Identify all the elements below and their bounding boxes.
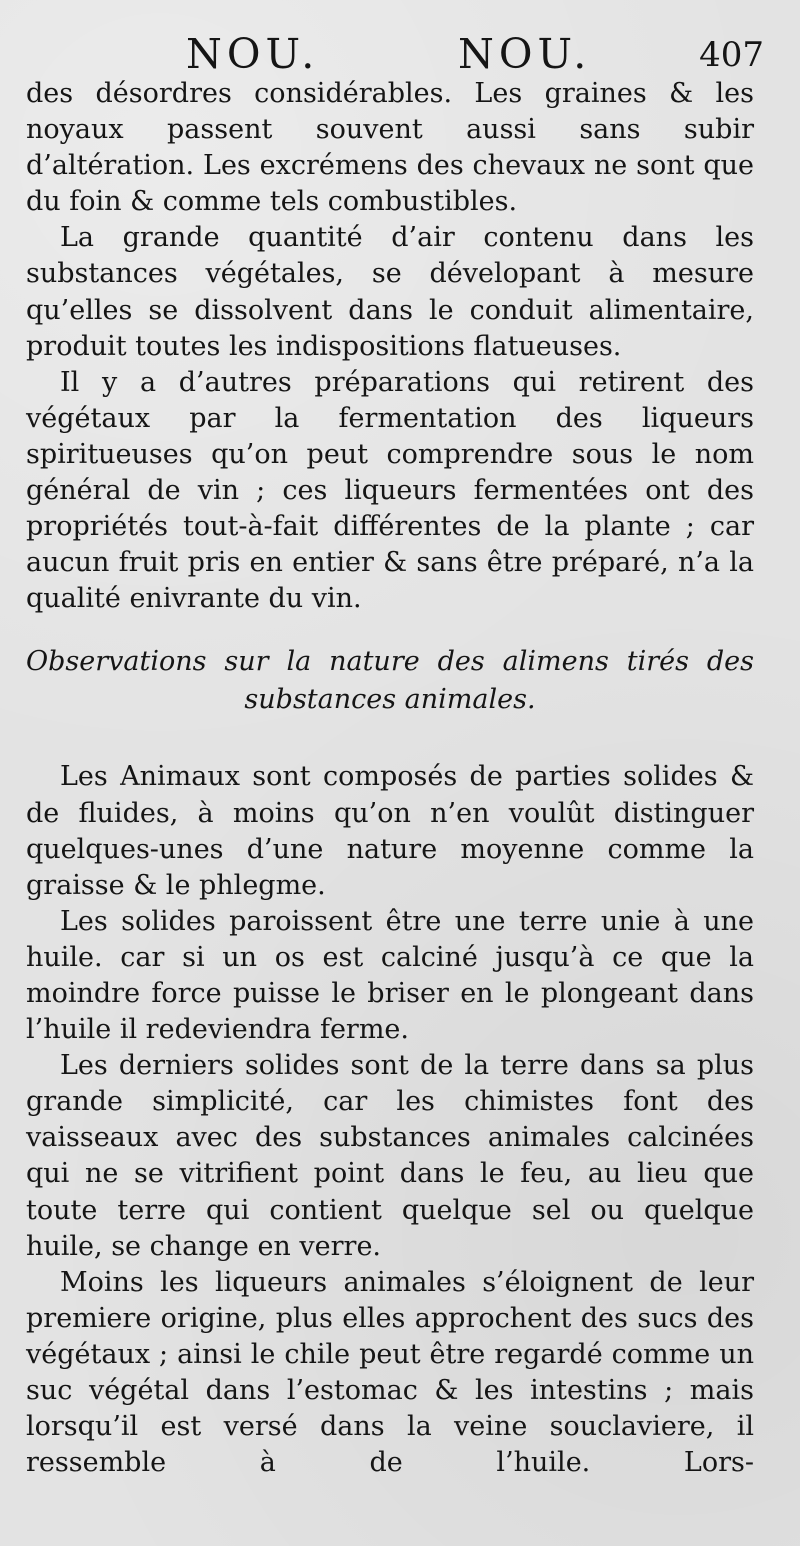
paragraph: Il y a d’autres préparations qui retirent des végétaux par la fermentation des liqueurs spiritueuses qu’on peut comprendre sous le nom général de vin ; ces liqueurs fermentées ont des propriétés tout-à-fait différentes de la plante ; car aucun fruit pris en entier & sans être préparé, n’a la qualité enivrante du vin.	[26, 366, 754, 615]
paragraph: Moins les liqueurs animales s’éloignent de leur premiere origine, plus elles approchent des sucs des végétaux ; ainsi le chile peut être regardé comme un suc végétal dans l’estomac & les intestins ; mais lorsqu’il est versé dans la veine souclaviere, il ressemble à de l’huile. Lors-	[26, 1266, 754, 1479]
running-header	[26, 22, 764, 78]
page-number: 407	[699, 35, 764, 75]
paragraph: Les Animaux sont composés de parties solides & de fluides, à moins qu’on n’en voulût distinguer quelques-unes d’une nature moyenne comme la graisse & le phlegme.	[26, 761, 754, 901]
paragraph: des désordres considérables. Les graines & les noyaux passent souvent aussi sans subir d’altération. Les excrémens des chevaux ne sont que du foin & comme tels combustibles.	[26, 78, 754, 218]
header-right-word: NOU.	[458, 30, 592, 78]
paragraph: Les derniers solides sont de la terre dans sa plus grande simplicité, car les chimistes font des vaisseaux avec des substances animales calcinées qui ne se vitrifient point dans le feu, au lieu que toute terre qui contient quelque sel ou quelque huile, se change en verre.	[26, 1050, 754, 1262]
section-heading-line: substances animales.	[244, 684, 536, 716]
section-heading	[26, 643, 754, 719]
page-body	[26, 76, 754, 1481]
paragraph: Les solides paroissent être une terre unie à une huile. car si un os est calciné jusqu’à ce que la moindre force puisse le briser en le plongeant dans l’huile il redeviendra ferme.	[26, 905, 754, 1046]
header-left-word: NOU.	[186, 30, 320, 78]
section-heading-line: Observations sur la nature des alimens tirés des	[26, 646, 754, 678]
paragraph: La grande quantité d’air contenu dans les substances végétales, se dévelopant à mesure qu’elles se dissolvent dans le conduit alimentaire, produit toutes les indispositions flatueuses.	[26, 222, 754, 362]
